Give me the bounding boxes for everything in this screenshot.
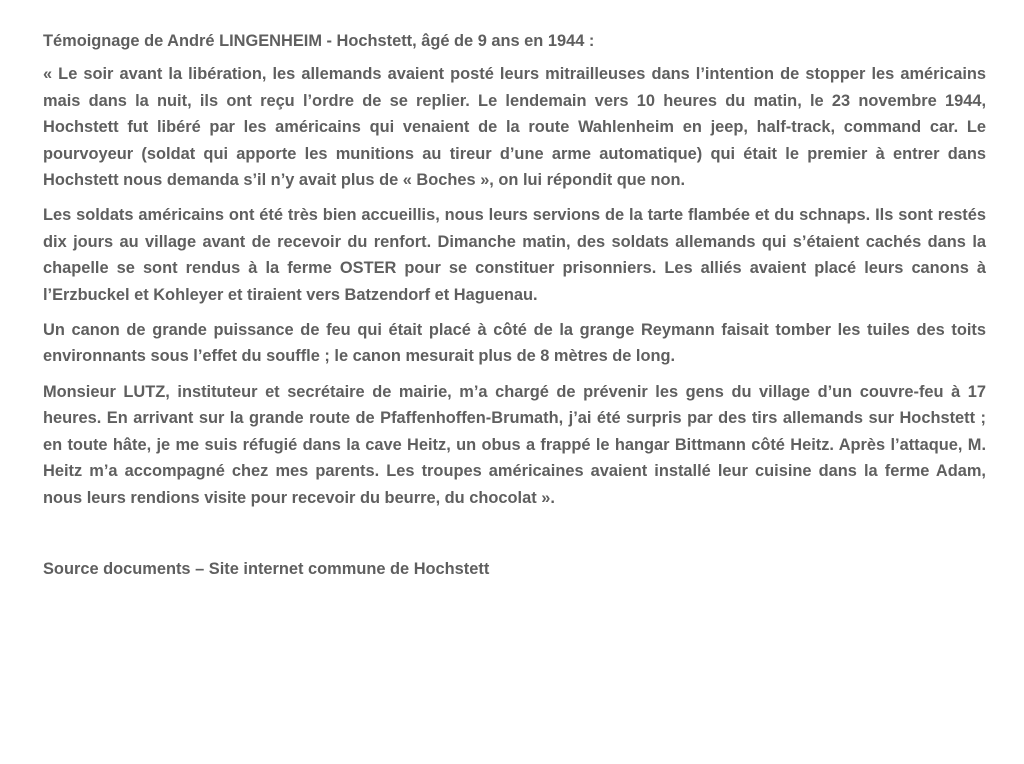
paragraph-soldiers-welcome: Les soldats américains ont été très bien accueillis, nous leurs servions de la tarte flambée et du schnaps. Ils sont restés dix jours au village avant de recevoir du renfort. Dimanche matin, des soldats allemands qui s’étaient cachés dans la chapelle se sont rendus à la ferme OSTER pour se constituer prisonniers. Les alliés avaient placé leurs canons à l’Erzbuckel et Kohleyer et tiraient vers Batzendorf et Haguenau. xyxy=(43,206,986,304)
paragraph-cannon: Un canon de grande puissance de feu qui était placé à côté de la grange Reymann faisait tomber les tuiles des toits environnants sous l’effet du souffle ; le canon mesurait plus de 8 mètres de long. xyxy=(43,321,986,366)
paragraph-liberation: « Le soir avant la libération, les allemands avaient posté leurs mitrailleuses dans l’intention de stopper les américains mais dans la nuit, ils ont reçu l’ordre de se replier. Le lendemain vers 10 heures du matin, le 23 novembre 1944, Hochstett fut libéré par les américains qui venaient de la route Wahlenheim en jeep, half-track, command car. Le pourvoyeur (soldat qui apporte les munitions au tireur d’une arme automatique) qui était le premier à entrer dans Hochstett nous demanda s’il n’y avait plus de « Boches », on lui répondit que non. xyxy=(43,65,986,190)
document-page xyxy=(43,28,986,582)
source-credit: Source documents – Site internet commune de Hochstett xyxy=(43,559,490,578)
testimony-heading: Témoignage de André LINGENHEIM - Hochstett, âgé de 9 ans en 1944 : xyxy=(43,32,595,50)
paragraph-curfew: Monsieur LUTZ, instituteur et secrétaire de mairie, m’a chargé de prévenir les gens du village d’un couvre-feu à 17 heures. En arrivant sur la grande route de Pfaffenhoffen-Brumath, j’ai été surpris par des tirs allemands sur Hochstett ; en toute hâte, je me suis réfugié dans la cave Heitz, un obus a frappé le hangar Bittmann côté Heitz. Après l’attaque, M. Heitz m’a accompagné chez mes parents. Les troupes américaines avaient installé leur cuisine dans la ferme Adam, nous leurs rendions visite pour recevoir du beurre, du chocolat ». xyxy=(43,382,986,507)
